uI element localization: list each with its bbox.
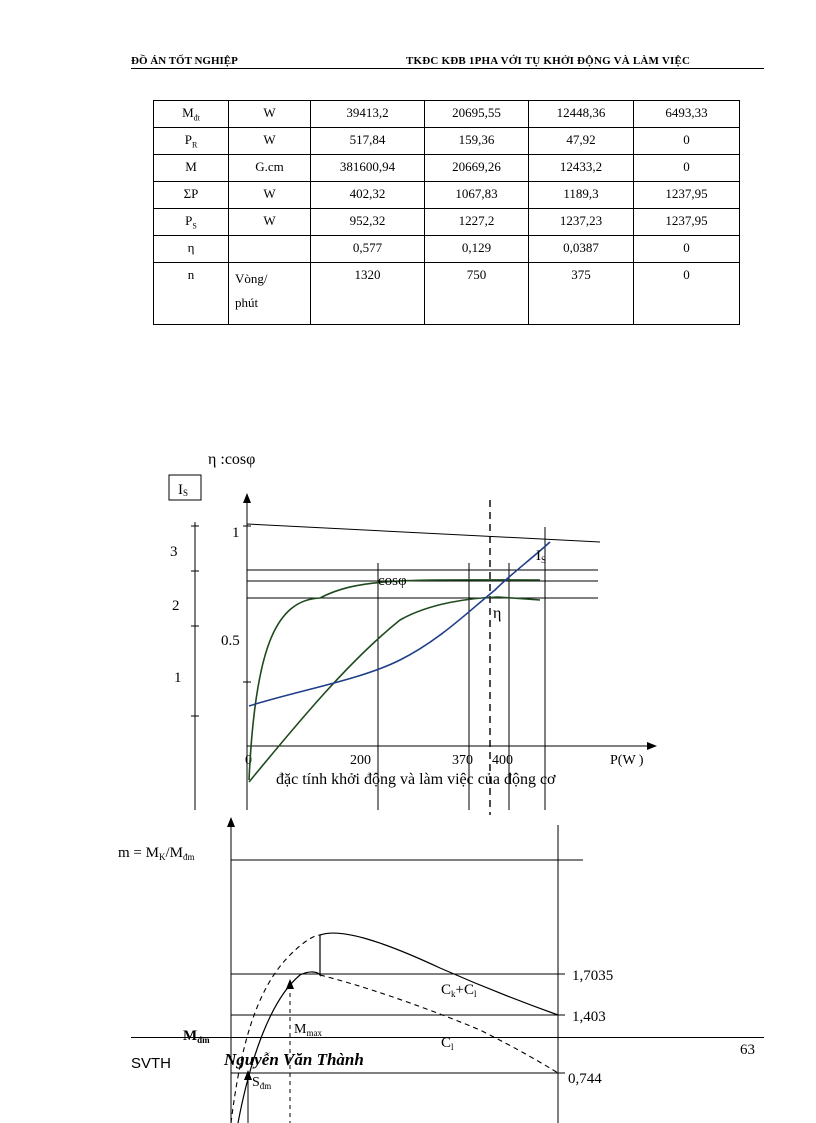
value-cell: 0 [634,155,740,182]
p-tick-label: 370 [452,753,473,768]
value-cell: 0 [634,128,740,155]
chart1 [169,451,657,815]
value-cell: 1237,95 [634,182,740,209]
is-tick-label: 2 [172,598,180,614]
value-cell: 381600,94 [311,155,425,182]
value-cell: 0,0387 [529,236,634,263]
torque-ratio-axis-arrow [227,817,235,827]
header-right: TKĐC KĐB 1PHA VỚI TỤ KHỞI ĐỘNG VÀ LÀM VIỆC [406,55,691,67]
unit-line: Vòng/ [235,271,268,286]
is-curve-label: $I_S$ [536,548,547,565]
value-cell: 0 [634,236,740,263]
value-cell: 0,577 [311,236,425,263]
symbol-subscript: đt [193,113,200,123]
chart2 [118,817,613,1123]
cos-phi-label: cosφ [378,573,407,589]
value-label-17035: 1,7035 [572,968,614,984]
value-cell: 20695,55 [425,101,529,128]
is-box-label: IS [178,482,189,498]
cl-label: $C_l$ [441,1035,454,1052]
is-tick-label: 1 [174,670,182,686]
value-cell: 6493,33 [634,101,740,128]
value-cell: 1067,83 [425,182,529,209]
value-cell: 375 [529,263,634,325]
value-cell: 750 [425,263,529,325]
p-tick-label: 200 [350,753,371,768]
footer-student-name: Nguyễn Văn Thành [224,1050,364,1069]
symbol: ΣP [183,186,199,201]
p-tick-label: 0 [245,753,252,768]
efficiency-label: η [493,605,502,622]
footer-svth: SVTH [131,1055,172,1072]
unit-cell: W [229,101,311,128]
eta-cos-tick-label: 1 [232,525,240,541]
value-cell: 20669,26 [425,155,529,182]
symbol-subscript: R [191,140,198,150]
mmax-label: $M_{max}$ [294,1022,322,1038]
unit-cell: W [229,209,311,236]
unit-cell: W [229,128,311,155]
unit-cell: G.cm [229,155,311,182]
value-cell: 1189,3 [529,182,634,209]
symbol: P [185,213,193,228]
value-cell: 39413,2 [311,101,425,128]
value-label-0744: 0,744 [568,1071,602,1087]
unit-line: phút [235,295,259,310]
symbol: P [184,132,192,147]
value-cell: 12433,2 [529,155,634,182]
eta-cos-axis-arrow [243,493,251,503]
value-cell: 1237,23 [529,209,634,236]
eta-cos-axis-label: η :cosφ [208,451,256,468]
symbol: n [187,267,195,282]
value-cell: 1320 [311,263,425,325]
value-cell: 517,84 [311,128,425,155]
ck-plus-cl-curve [238,933,558,1123]
mdm-label: $M_{đm}$ [183,1028,210,1045]
starting-current-curve [249,542,550,706]
value-cell: 1237,95 [634,209,740,236]
p-tick-label: 400 [492,753,513,768]
sdm-label: $S_{đm}$ [252,1075,272,1091]
torque-ratio-axis-label: $m = M_K/M_{đm}$ [118,845,195,862]
is-tick-label: 3 [170,544,178,560]
symbol-subscript: S [192,221,197,231]
value-label-1403: 1,403 [572,1009,606,1025]
sdm-arrow [244,1070,252,1080]
symbol: M [182,105,194,120]
p-axis-label: P(W ) [610,753,644,768]
unit-cell: W [229,182,311,209]
symbol: η [187,240,195,255]
value-cell: 159,36 [425,128,529,155]
value-cell: 0 [634,263,740,325]
eta-cos-tick-label: 0.5 [221,633,240,649]
value-cell: 0,129 [425,236,529,263]
value-cell: 47,92 [529,128,634,155]
value-cell: 12448,36 [529,101,634,128]
symbol: M [185,159,197,174]
ck-plus-cl-label: $C_k+C_l$ [441,982,477,999]
header-left: ĐỒ ÁN TỐT NGHIỆP [131,55,238,67]
chart1-caption: đặc tính khởi động và làm việc của động cơ [276,771,556,788]
page-number: 63 [740,1042,755,1058]
footer-rule [131,1037,764,1038]
value-cell: 402,32 [311,182,425,209]
value-cell: 952,32 [311,209,425,236]
mmax-arrow [286,979,294,989]
top-sloped-line [247,524,600,542]
p-axis-arrow [647,742,657,750]
value-cell: 1227,2 [425,209,529,236]
